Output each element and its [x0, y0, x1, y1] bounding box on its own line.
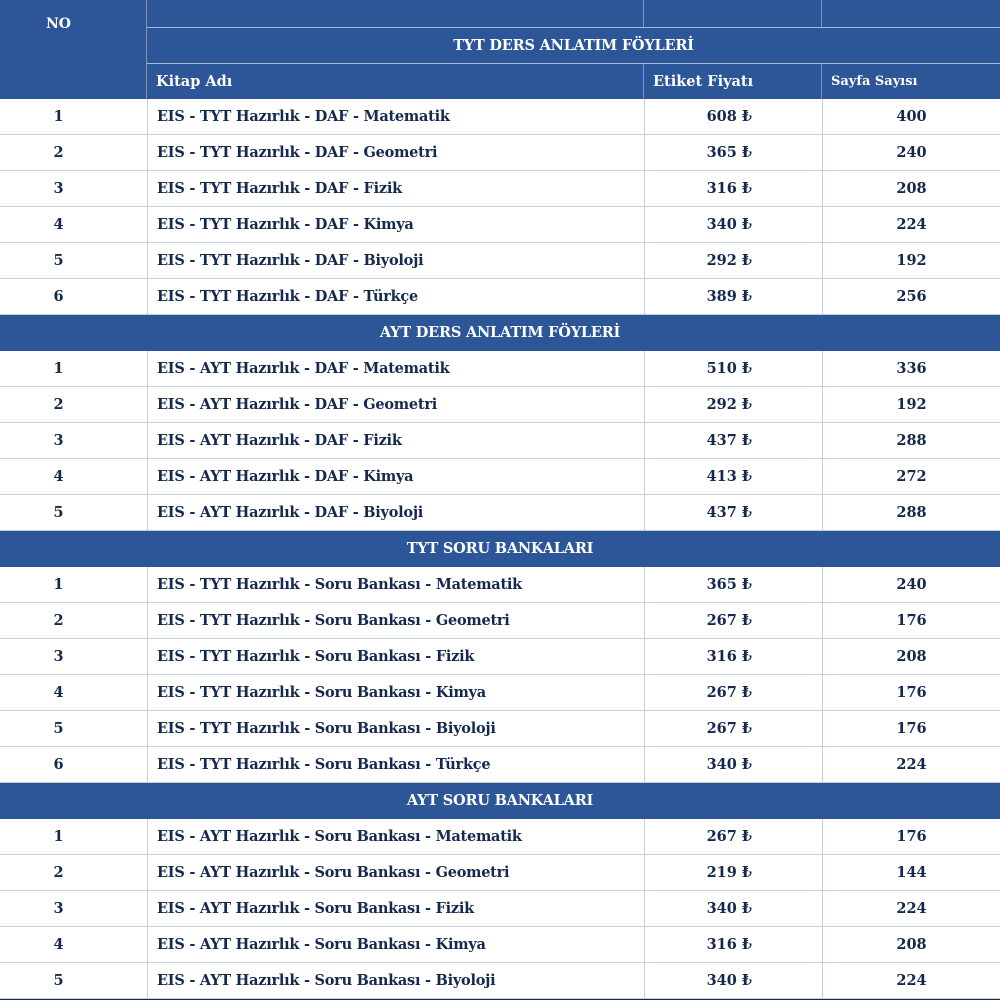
table-row [0, 243, 1000, 279]
label-price: 389 ₺ [644, 279, 822, 314]
table-row [0, 747, 1000, 783]
book-name: EIS - AYT Hazırlık - Soru Bankası - Fizik [147, 891, 644, 926]
book-name: EIS - AYT Hazırlık - DAF - Matematik [147, 351, 644, 386]
label-price: 316 ₺ [644, 171, 822, 206]
book-name: EIS - AYT Hazırlık - Soru Bankası - Geometri [147, 855, 644, 890]
row-number: 6 [53, 288, 64, 305]
book-name: EIS - TYT Hazırlık - Soru Bankası - Biyoloji [147, 711, 644, 746]
table-row [0, 495, 1000, 531]
table-row [0, 711, 1000, 747]
page-count: 400 [822, 99, 1000, 134]
page-count: 192 [822, 387, 1000, 422]
table-row [0, 423, 1000, 459]
label-price: 340 ₺ [644, 963, 822, 998]
column-header-name: Kitap Adı [147, 64, 644, 99]
book-name: EIS - TYT Hazırlık - DAF - Geometri [147, 135, 644, 170]
row-number: 2 [53, 396, 64, 413]
table-row [0, 963, 1000, 999]
table-row [0, 675, 1000, 711]
row-number: 5 [53, 252, 64, 269]
label-price: 608 ₺ [644, 99, 822, 134]
section-header: AYT SORU BANKALARI [0, 783, 1000, 819]
row-number: 3 [53, 432, 64, 449]
table-body [0, 99, 1000, 999]
book-name: EIS - AYT Hazırlık - DAF - Kimya [147, 459, 644, 494]
page-count: 176 [822, 675, 1000, 710]
book-name: EIS - TYT Hazırlık - DAF - Biyoloji [147, 243, 644, 278]
header-no-cell [0, 0, 147, 99]
page-count: 240 [822, 567, 1000, 602]
book-name: EIS - AYT Hazırlık - Soru Bankası - Kimya [147, 927, 644, 962]
table-row [0, 639, 1000, 675]
book-name: EIS - AYT Hazırlık - DAF - Fizik [147, 423, 644, 458]
header-blank-cell [147, 0, 644, 27]
table-row [0, 387, 1000, 423]
row-number: 2 [53, 612, 64, 629]
label-price: 219 ₺ [644, 855, 822, 890]
page-count: 288 [822, 495, 1000, 530]
table-row [0, 855, 1000, 891]
label-price: 365 ₺ [644, 567, 822, 602]
label-price: 340 ₺ [644, 207, 822, 242]
table-row [0, 459, 1000, 495]
label-price: 316 ₺ [644, 639, 822, 674]
page-count: 272 [822, 459, 1000, 494]
label-price: 340 ₺ [644, 747, 822, 782]
book-name: EIS - AYT Hazırlık - DAF - Geometri [147, 387, 644, 422]
section-header: AYT DERS ANLATIM FÖYLERİ [0, 315, 1000, 351]
book-name: EIS - AYT Hazırlık - Soru Bankası - Biyoloji [147, 963, 644, 998]
row-number: 5 [53, 504, 64, 521]
page-count: 208 [822, 171, 1000, 206]
row-number: 1 [53, 828, 64, 845]
book-name: EIS - TYT Hazırlık - DAF - Matematik [147, 99, 644, 134]
table-row [0, 603, 1000, 639]
table-row [0, 279, 1000, 315]
page-count: 224 [822, 207, 1000, 242]
page-count: 336 [822, 351, 1000, 386]
label-price: 365 ₺ [644, 135, 822, 170]
section-header: TYT SORU BANKALARI [0, 531, 1000, 567]
header-blank-cell [644, 0, 822, 27]
label-price: 267 ₺ [644, 675, 822, 710]
page-count: 192 [822, 243, 1000, 278]
label-price: 316 ₺ [644, 927, 822, 962]
row-number: 1 [53, 108, 64, 125]
row-number: 2 [53, 144, 64, 161]
table-row [0, 891, 1000, 927]
page-count: 224 [822, 747, 1000, 782]
page-count: 208 [822, 927, 1000, 962]
row-number: 4 [53, 684, 64, 701]
book-name: EIS - TYT Hazırlık - Soru Bankası - Fizik [147, 639, 644, 674]
row-number: 6 [53, 756, 64, 773]
table-row [0, 207, 1000, 243]
row-number: 2 [53, 864, 64, 881]
label-price: 510 ₺ [644, 351, 822, 386]
page-count: 224 [822, 891, 1000, 926]
label-price: 292 ₺ [644, 243, 822, 278]
row-number: 4 [53, 936, 64, 953]
label-price: 267 ₺ [644, 603, 822, 638]
row-number: 3 [53, 180, 64, 197]
page-count: 176 [822, 819, 1000, 854]
row-number: 4 [53, 468, 64, 485]
label-price: 413 ₺ [644, 459, 822, 494]
book-name: EIS - AYT Hazırlık - DAF - Biyoloji [147, 495, 644, 530]
row-number: 5 [53, 720, 64, 737]
table-row [0, 351, 1000, 387]
page-count: 176 [822, 603, 1000, 638]
page-count: 176 [822, 711, 1000, 746]
page-count: 240 [822, 135, 1000, 170]
book-name: EIS - TYT Hazırlık - DAF - Türkçe [147, 279, 644, 314]
label-price: 267 ₺ [644, 819, 822, 854]
label-price: 437 ₺ [644, 495, 822, 530]
row-number: 1 [53, 576, 64, 593]
page-count: 256 [822, 279, 1000, 314]
column-header-pages: Sayfa Sayısı [831, 74, 918, 89]
book-name: EIS - TYT Hazırlık - Soru Bankası - Kimya [147, 675, 644, 710]
label-price: 292 ₺ [644, 387, 822, 422]
column-header-price: Etiket Fiyatı [644, 64, 822, 99]
book-name: EIS - TYT Hazırlık - Soru Bankası - Türkçe [147, 747, 644, 782]
page-count: 224 [822, 963, 1000, 998]
table-row [0, 927, 1000, 963]
book-name: EIS - TYT Hazırlık - DAF - Fizik [147, 171, 644, 206]
page-count: 288 [822, 423, 1000, 458]
book-name: EIS - TYT Hazırlık - Soru Bankası - Geometri [147, 603, 644, 638]
row-number: 1 [53, 360, 64, 377]
table-row [0, 567, 1000, 603]
table-row [0, 171, 1000, 207]
header-section-title: TYT DERS ANLATIM FÖYLERİ [453, 37, 694, 54]
book-name: EIS - TYT Hazırlık - Soru Bankası - Matematik [147, 567, 644, 602]
label-price: 437 ₺ [644, 423, 822, 458]
page-count: 144 [822, 855, 1000, 890]
label-price: 340 ₺ [644, 891, 822, 926]
page-count: 208 [822, 639, 1000, 674]
table-row [0, 135, 1000, 171]
book-name: EIS - AYT Hazırlık - Soru Bankası - Matematik [147, 819, 644, 854]
table-row [0, 819, 1000, 855]
label-price: 267 ₺ [644, 711, 822, 746]
table-row [0, 99, 1000, 135]
row-number: 3 [53, 900, 64, 917]
row-number: 5 [53, 972, 64, 989]
header-blank-cell [822, 0, 1000, 27]
table-header [0, 0, 1000, 99]
row-number: 4 [53, 216, 64, 233]
header-no-label: NO [46, 16, 71, 32]
book-name: EIS - TYT Hazırlık - DAF - Kimya [147, 207, 644, 242]
row-number: 3 [53, 648, 64, 665]
